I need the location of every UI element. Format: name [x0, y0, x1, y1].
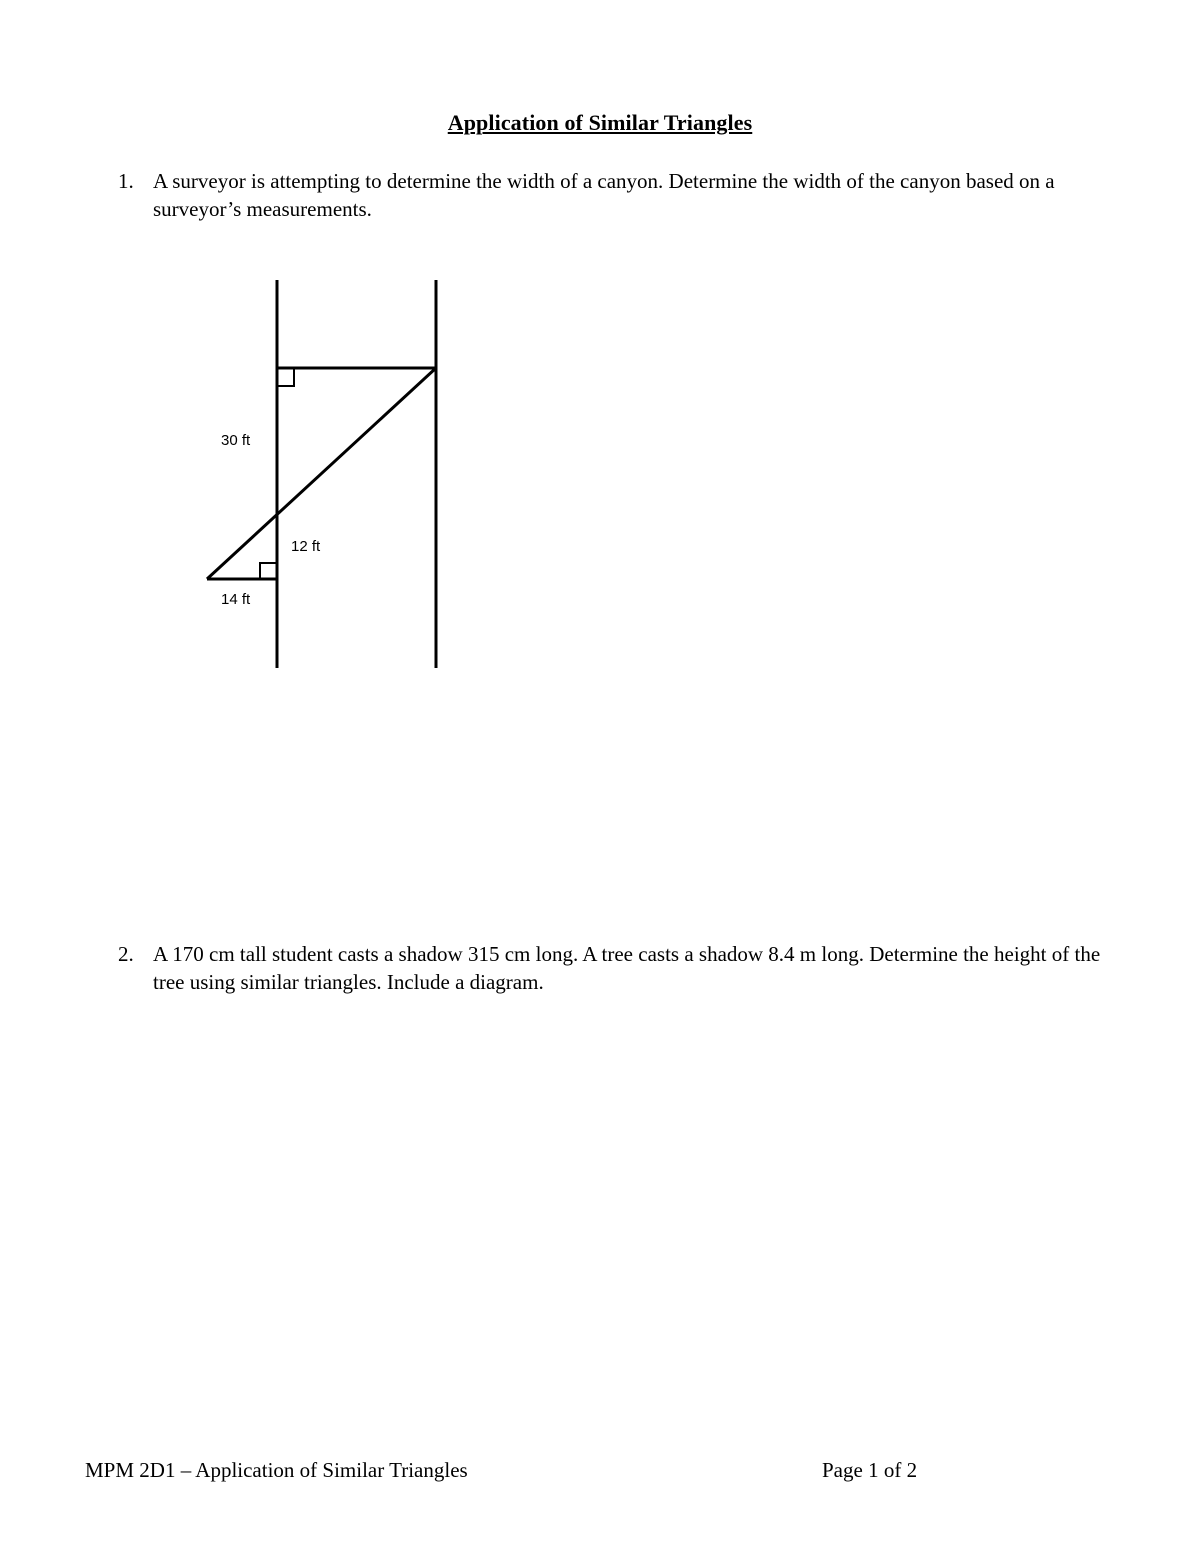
canyon-diagram-svg	[190, 270, 460, 680]
question-text: A surveyor is attempting to determine the width of a canyon. Determine the width of the canyon based on a surveyor’s measurements.	[153, 169, 1055, 221]
question-number: 1.	[118, 169, 134, 193]
label-30ft: 30 ft	[221, 432, 251, 449]
diagonal-sightline	[207, 368, 436, 579]
footer-course-title: MPM 2D1 – Application of Similar Triangles	[85, 1458, 468, 1482]
label-12ft: 12 ft	[291, 538, 321, 555]
canyon-diagram	[190, 270, 460, 680]
question-text: A 170 cm tall student casts a shadow 315 cm long. A tree casts a shadow 8.4 m long. Determine the height of the tree using similar triangles. Include a diagram.	[153, 942, 1101, 994]
right-angle-marker-lower	[260, 563, 277, 579]
right-angle-marker-upper	[277, 368, 294, 386]
footer-page-number: Page 1 of 2	[822, 1458, 918, 1482]
question-number: 2.	[118, 942, 134, 966]
question-2	[118, 940, 1118, 996]
question-1	[118, 167, 1118, 223]
page-title: Application of Similar Triangles	[447, 110, 753, 135]
label-14ft: 14 ft	[221, 591, 251, 608]
